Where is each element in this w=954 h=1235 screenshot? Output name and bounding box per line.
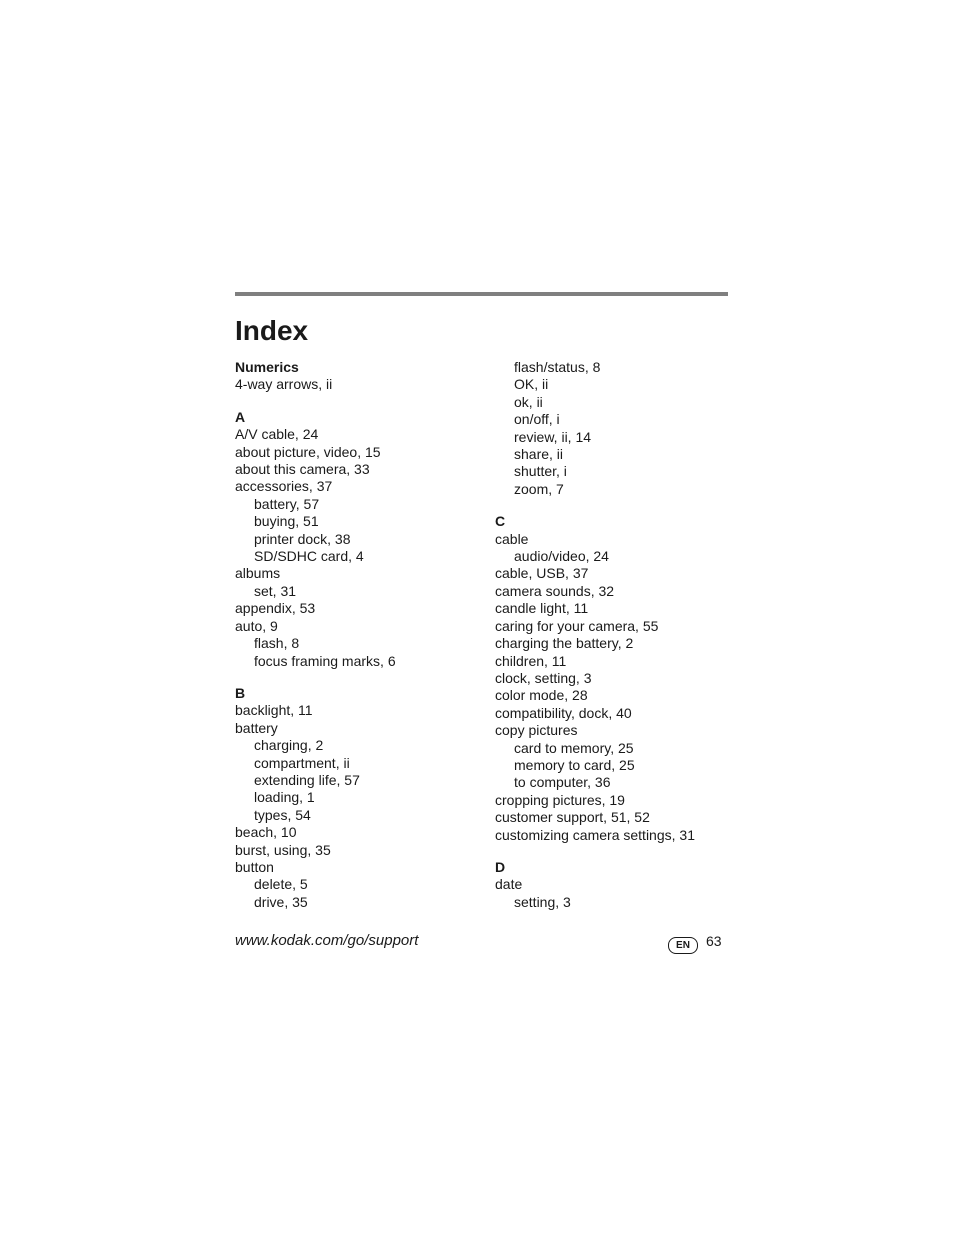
index-subentry: charging, 2 <box>254 737 324 754</box>
index-subentry: battery, 57 <box>254 495 320 512</box>
section-gap <box>235 670 485 685</box>
index-subentry: to computer, 36 <box>514 774 611 791</box>
index-entry: battery <box>235 719 278 736</box>
index-subentry: delete, 5 <box>254 876 308 893</box>
index-subentry: setting, 3 <box>514 893 571 910</box>
section-gap <box>495 844 735 859</box>
index-entry: about this camera, 33 <box>235 461 370 478</box>
index-entry: backlight, 11 <box>235 702 313 719</box>
index-subentry: types, 54 <box>254 806 311 823</box>
index-entry: children, 11 <box>495 652 567 669</box>
index-subentry: flash, 8 <box>254 635 300 652</box>
index-subentry: SD/SDHC card, 4 <box>254 548 364 565</box>
index-subentry: card to memory, 25 <box>514 739 634 756</box>
index-entry: candle light, 11 <box>495 600 589 617</box>
index-entry: cable <box>495 530 529 547</box>
index-entry: button <box>235 858 274 875</box>
index-subentry: flash/status, 8 <box>514 359 601 375</box>
index-entry: customizing camera settings, 31 <box>495 826 695 843</box>
page-title: Index <box>235 315 309 346</box>
index-subentry: memory to card, 25 <box>514 756 635 773</box>
index-section-heading: C <box>495 513 506 530</box>
index-subentry: audio/video, 24 <box>514 548 609 565</box>
index-entry: charging the battery, 2 <box>495 635 634 652</box>
index-entry: camera sounds, 32 <box>495 582 615 599</box>
index-entry: cropping pictures, 19 <box>495 791 625 808</box>
index-entry: color mode, 28 <box>495 687 588 704</box>
index-entry: auto, 9 <box>235 617 278 634</box>
index-subentry: extending life, 57 <box>254 771 360 788</box>
index-entry: compatibility, dock, 40 <box>495 704 632 721</box>
index-subentry: focus framing marks, 6 <box>254 652 396 669</box>
index-subentry: loading, 1 <box>254 789 315 806</box>
index-subentry: set, 31 <box>254 582 297 599</box>
header-rule <box>235 292 728 296</box>
index-section-heading: B <box>235 684 246 701</box>
index-column-left <box>235 359 485 911</box>
index-subentry: share, ii <box>514 446 564 463</box>
index-entry: beach, 10 <box>235 824 297 841</box>
index-subentry: on/off, i <box>514 411 560 428</box>
index-entry: albums <box>235 565 281 582</box>
section-gap <box>235 394 485 409</box>
index-subentry: OK, ii <box>514 376 549 393</box>
index-subentry: drive, 35 <box>254 893 308 910</box>
index-subentry: shutter, i <box>514 463 567 480</box>
index-entry: 4-way arrows, ii <box>235 376 333 393</box>
index-entry: copy pictures <box>495 722 578 739</box>
index-entry: customer support, 51, 52 <box>495 809 650 826</box>
page-number: 63 <box>706 933 722 949</box>
index-entry: burst, using, 35 <box>235 841 331 858</box>
index-subentry: ok, ii <box>514 393 543 410</box>
index-section-heading: Numerics <box>235 359 299 375</box>
section-gap <box>495 498 735 513</box>
index-entry: date <box>495 876 523 893</box>
index-entry: caring for your camera, 55 <box>495 617 659 634</box>
index-entry: A/V cable, 24 <box>235 426 319 443</box>
index-subentry: buying, 51 <box>254 513 319 530</box>
index-column-right <box>495 359 735 911</box>
language-badge: EN <box>668 937 698 954</box>
index-entry: about picture, video, 15 <box>235 443 381 460</box>
footer-url: www.kodak.com/go/support <box>235 932 419 949</box>
index-subentry: printer dock, 38 <box>254 530 351 547</box>
index-entry: cable, USB, 37 <box>495 565 589 582</box>
index-section-heading: D <box>495 858 506 875</box>
index-entry: appendix, 53 <box>235 600 316 617</box>
index-section-heading: A <box>235 408 246 425</box>
index-entry: clock, setting, 3 <box>495 669 592 686</box>
index-subentry: review, ii, 14 <box>514 428 592 445</box>
index-subentry: compartment, ii <box>254 754 350 771</box>
index-entry: accessories, 37 <box>235 478 333 495</box>
index-subentry: zoom, 7 <box>514 480 564 497</box>
